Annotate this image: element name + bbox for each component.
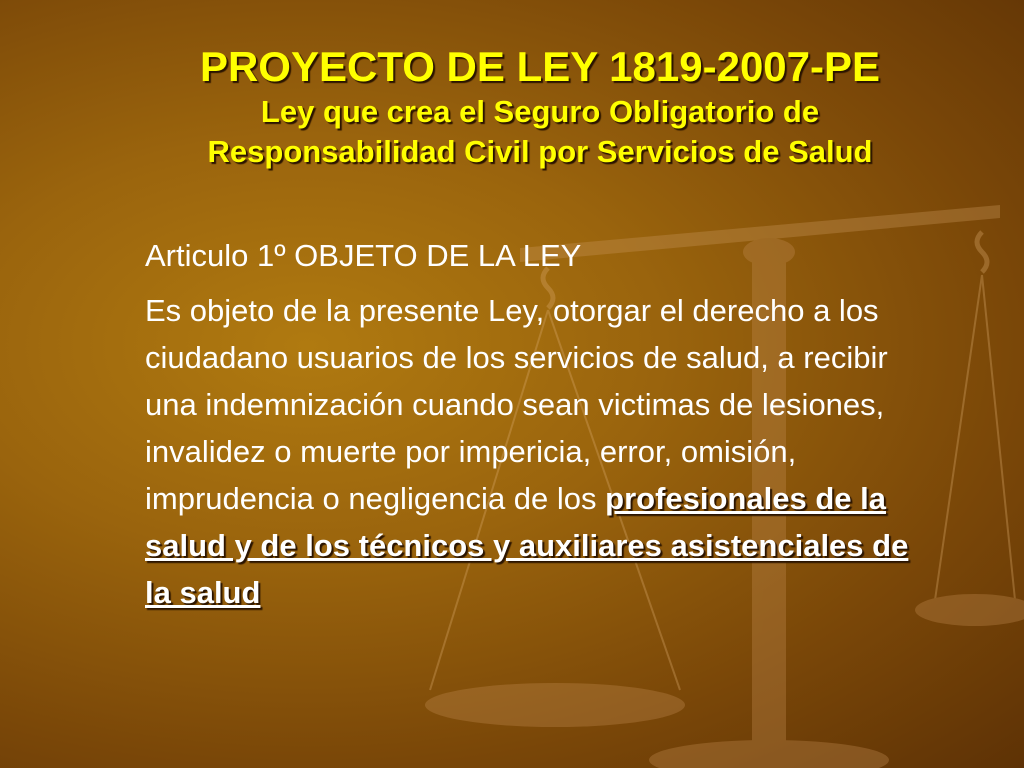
article-paragraph (145, 287, 915, 616)
slide-subtitle-line2: Responsabilidad Civil por Servicios de Salud (207, 134, 873, 169)
article-heading: Articulo 1º OBJETO DE LA LEY (145, 238, 582, 273)
article-body (145, 232, 915, 616)
slide-title: PROYECTO DE LEY 1819-2007-PE (199, 43, 881, 90)
article-text: Es objeto de la presente Ley, otorgar el derecho a los ciudadano usuarios de los servicios de salud, a recibir una indemnización cuando sean victimas de lesiones, invalidez o muerte por impericia, error, omisión, imprudencia o negligencia de los (145, 293, 888, 516)
slide-subtitle-line1: Ley que crea el Seguro Obligatorio de (260, 94, 820, 129)
article-emphasis: profesionales de la salud y de los técnicos y auxiliares asistenciales de la salud (145, 481, 909, 610)
title-block (60, 42, 1020, 172)
